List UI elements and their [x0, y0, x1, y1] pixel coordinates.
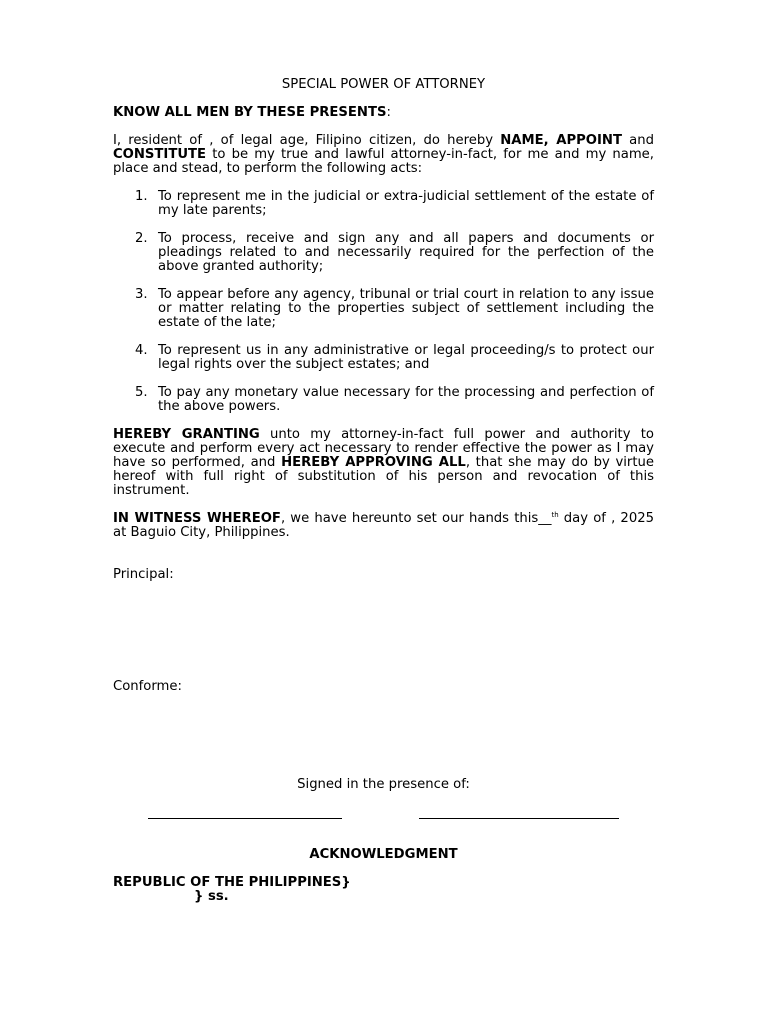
signed-presence-label: Signed in the presence of:	[297, 777, 470, 792]
granting-paragraph: HEREBY GRANTING unto my attorney-in-fact full power and authority to execute and perform every act necessary to render effective the power as I may have so performed, and HEREBY APPROVING ALL, that she may do by virtue hereof with full right of substitution of his person and revocation of this instrument.	[113, 427, 654, 498]
conforme-label: Conforme:	[113, 679, 182, 694]
opening-bold: KNOW ALL MEN BY THESE PRESENTS	[113, 105, 387, 120]
principal-label: Principal:	[113, 567, 174, 582]
opening-line: KNOW ALL MEN BY THESE PRESENTS:	[113, 105, 391, 120]
document-title: SPECIAL POWER OF ATTORNEY	[281, 77, 486, 92]
document-page: SPECIAL POWER OF ATTORNEY KNOW ALL MEN BY THESE PRESENTS: I, resident of , of legal age, Filipino citizen, do hereby NAME, APPOINT and CONSTITUTE to be my true and lawful attorney-in-fact, for me and my name, place and stead, to perform the following acts: 1. To represent me in the judicial or extra-judicial settlement of the estate of my late parents; 2. To process, receive and sign any and all papers and documents or pleadings related to and necessarily required for the perfection of the above granted authority; 3. To appear before any agency, tribunal or trial court in relation to any issue or matter relating to the properties subject of settlement including the estate of the late; 4. To represent us in any administrative or legal proceeding/s to protect our legal rights over the subject estates; and 5. To pay any monetary value necessary for the processing and perfection of the above powers. HEREBY GRANTING unto my attorney-in-fact full power and authority to execute and perform every act necessary to render effective the power as I may have so performed, and HEREBY APPROVING ALL, that she may do by virtue hereof with full right of substitution of his person and revocation of this instrument. IN WITNESS WHEREOF, we have hereunto set our hands this__$^{th}$ day of , 2025 at Baguio City, Philippines. Principal: Conforme: Signed in the presence of: ACKNOWLEDGMENT REPUBLIC OF THE PHILIPPINES} } ss.	[0, 0, 768, 1024]
acknowledgment-heading: ACKNOWLEDGMENT	[309, 847, 458, 862]
witness-paragraph: IN WITNESS WHEREOF, we have hereunto set our hands this__$^{th}$ day of , 2025 at Baguio City, Philippines.	[113, 511, 654, 540]
ss-line: } ss.	[194, 889, 229, 904]
witness-signature-line	[148, 818, 342, 819]
intro-paragraph: I, resident of , of legal age, Filipino citizen, do hereby NAME, APPOINT and CONSTITUTE to be my true and lawful attorney-in-fact, for me and my name, place and stead, to perform the following acts:	[113, 133, 654, 176]
republic-line: REPUBLIC OF THE PHILIPPINES}	[113, 875, 351, 890]
witness-signature-line	[419, 818, 619, 819]
